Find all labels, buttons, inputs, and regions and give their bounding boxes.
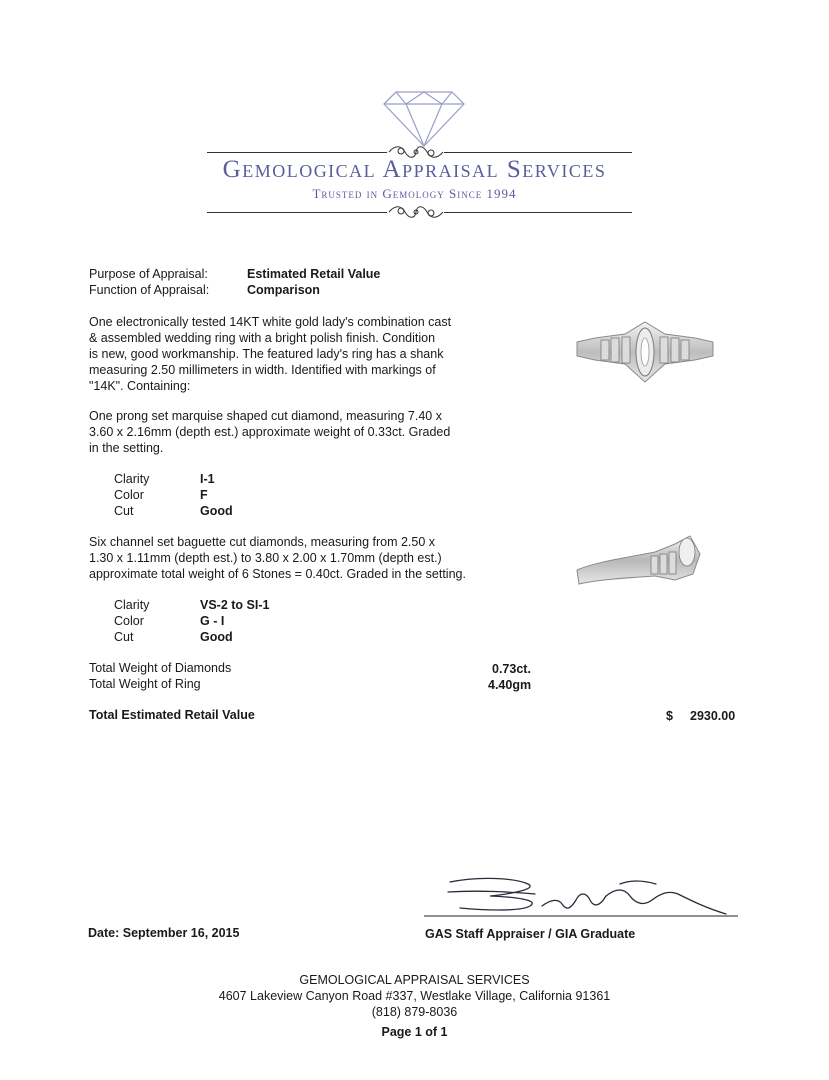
page-number: Page 1 of 1 [381,1025,448,1039]
center-stone-description [89,408,450,456]
center-clarity-label: Clarity [114,472,150,486]
center-stone-line: 3.60 x 2.16mm (depth est.) approximate weight of 0.33ct. Graded [89,425,451,439]
center-stone-line: One prong set marquise shaped cut diamond, measuring 7.40 x [89,409,442,423]
center-color-value: F [200,488,208,502]
description-line: "14K". Containing: [89,379,191,393]
side-stones-line: approximate total weight of 6 Stones = 0.40ct. Graded in the setting. [89,567,466,581]
function-value: Comparison [247,283,320,297]
diamond-outline-icon [382,88,466,148]
center-color-label: Color [114,488,144,502]
total-retail-label: Total Estimated Retail Value [89,708,255,722]
total-diamonds-label: Total Weight of Diamonds [89,661,232,675]
side-stones-description [89,534,466,582]
total-ring-label: Total Weight of Ring [89,677,201,691]
description-line: measuring 2.50 millimeters in width. Identified with markings of [89,363,436,377]
appraiser-signature-image [420,870,742,920]
total-ring-value: 4.40gm [488,678,532,692]
side-cut-label: Cut [114,630,134,644]
side-cut-value: Good [200,630,233,644]
description-line: is new, good workmanship. The featured lady's ring has a shank [89,347,444,361]
appraisal-date: Date: September 16, 2015 [88,926,240,940]
footer-phone: (818) 879-8036 [371,1005,458,1019]
ring-front-view-image [575,316,715,388]
total-retail-value: 2930.00 [690,709,736,723]
ring-side-view-image [575,530,705,590]
total-diamonds-value: 0.73ct. [492,662,531,676]
header-rule-bottom-right [444,212,632,213]
center-cut-label: Cut [114,504,134,518]
appraiser-title: GAS Staff Appraiser / GIA Graduate [425,927,636,941]
center-clarity-value: I-1 [200,472,215,486]
center-cut-value: Good [200,504,233,518]
header-rule-top-left [207,152,387,153]
center-stone-line: in the setting. [89,441,164,455]
side-clarity-value: VS-2 to SI-1 [200,598,270,612]
description-line: & assembled wedding ring with a bright polish finish. Condition [89,331,436,345]
side-stones-line: Six channel set baguette cut diamonds, measuring from 2.50 x [89,535,436,549]
footer-company: GEMOLOGICAL APPRAISAL SERVICES [299,973,530,987]
side-stones-line: 1.30 x 1.11mm (depth est.) to 3.80 x 2.00 x 1.70mm (depth est.) [89,551,442,565]
side-clarity-label: Clarity [114,598,150,612]
purpose-label: Purpose of Appraisal: [89,267,208,281]
company-tagline: Trusted in Gemology Since 1994 [312,186,517,201]
side-color-value: G - I [200,614,225,628]
footer-address: 4607 Lakeview Canyon Road #337, Westlake Village, California 91361 [218,989,611,1003]
company-name: Gemological Appraisal Services [222,156,607,183]
currency-symbol: $ [666,709,673,723]
purpose-value: Estimated Retail Value [247,267,381,281]
function-label: Function of Appraisal: [89,283,210,297]
header-rule-bottom-left [207,212,387,213]
description-line: One electronically tested 14KT white gold lady's combination cast [89,315,452,329]
header-rule-top-right [444,152,632,153]
side-color-label: Color [114,614,144,628]
ring-description [89,314,451,394]
ornament-scroll-icon [387,203,445,221]
